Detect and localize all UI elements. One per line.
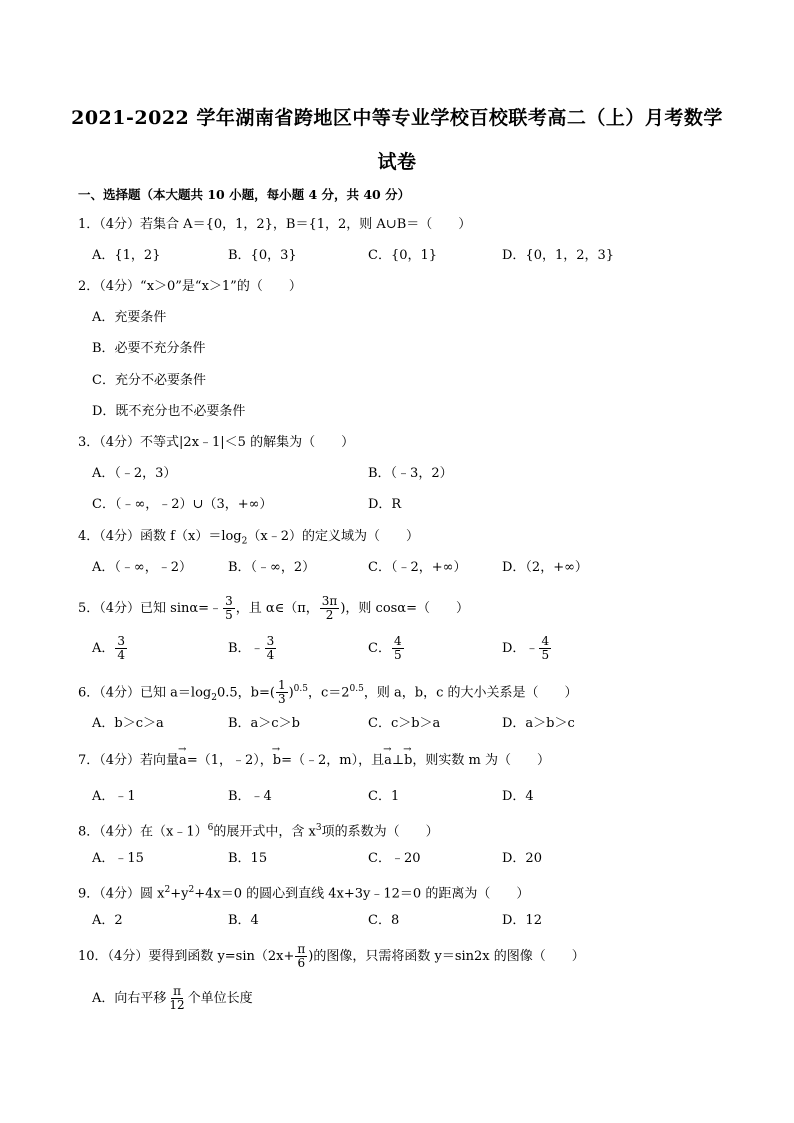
exam-title-line1: 2021-2022 学年湖南省跨地区中等专业学校百校联考高二（上）月考数学 [71,107,723,129]
q5-option-d: D．﹣ $\frac{4}{5}$ [502,634,550,662]
q9-option-c: C．8 [368,913,400,928]
question-8-stem: 8．（4分）在（x﹣1）$^6$的展开式中，含 $x^3$项的系数为（ ） [78,823,439,840]
q6-fraction: $\frac{1}{3}$ [277,678,286,707]
q4-option-b: B．（﹣∞，2） [228,560,316,575]
vector-a-2: → a [384,752,392,770]
q10-option-a: A．向右平移 $\frac{\pi}{12}$ 个单位长度 [92,984,253,1012]
q6-option-d: D．a＞b＞c [502,716,575,731]
q7-option-d: D．4 [502,789,534,804]
q7-option-b: B．﹣4 [228,789,272,804]
q9-option-b: B．4 [228,913,259,928]
q4-stem-part-b: （x﹣2）的定义域为（ ） [247,529,419,544]
q4-option-d: D．（2，+∞） [502,560,588,575]
q1-option-a: A．{1，2} [92,248,161,263]
q3-option-c: C．（﹣∞，﹣2）∪（3，+∞） [92,497,273,512]
q5-stem-part-b: ，且 α∈（π， [235,601,319,616]
q5-fraction-2: $\frac{3\pi}{2}$ [321,594,338,622]
q2-option-c: C．充分不必要条件 [92,373,206,388]
q8-option-b: B．15 [228,851,268,866]
question-5-stem [78,594,469,624]
q8-option-a: A．﹣15 [92,851,144,866]
section-heading: 一、选择题（本大题共 10 小题，每小题 4 分，共 40 分） [78,187,411,202]
q7-option-c: C．1 [368,789,400,804]
q6-option-c: C．c＞b＞a [368,716,441,731]
question-10-stem: 10．（4分）要得到函数 y=sin（2x+ $\frac{\pi}{6}$ )的图像，只需将函数 y＝sin2x 的图像（ ） [78,942,585,970]
q2-option-d: D．既不充分也不必要条件 [92,404,246,419]
question-9-stem: 9．（4分）圆 $x^2+y^2+4x=0$ 的圆心到直线 4x+3y﹣12＝0 的距离为（ ） [78,885,530,902]
q4-option-a: A．（﹣∞，﹣2） [92,560,192,575]
vector-a: → a [179,752,187,770]
q1-option-b: B．{0，3} [228,248,297,263]
q4-stem-part-a: 4．（4分）函数 f（x）＝log [78,529,242,544]
q5-option-c: C． $\frac{4}{5}$ [368,634,402,662]
q8-option-d: D．20 [502,851,542,866]
q9-option-a: A．2 [92,913,123,928]
q3-option-a: A．（﹣2，3） [92,466,177,481]
question-1-stem: 1．（4分）若集合 A＝{0，1，2}，B＝{1，2，则 A∪B＝（ ） [78,217,472,232]
q2-option-b: B．必要不充分条件 [92,341,206,356]
q4-option-c: C．（﹣2，+∞） [368,560,467,575]
q5-option-a: A． $\frac{3}{4}$ [92,634,126,662]
q5-fraction-1: $\frac{3}{5}$ [225,594,233,622]
vector-b-2: → b [404,752,412,770]
q7-option-a: A．﹣1 [92,789,136,804]
q3-option-b: B．（﹣3，2） [368,466,453,481]
question-2-stem: 2．（4分）“x＞0”是“x＞1”的（ ） [78,279,302,294]
q6-option-b: B．a＞c＞b [228,716,300,731]
question-3-stem: 3．（4分）不等式|2x﹣1|＜5 的解集为（ ） [78,435,355,450]
q2-option-a: A．充要条件 [92,310,167,325]
q5-stem-part-a: 5．（4分）已知 sinα=﹣ [78,601,223,616]
q8-option-c: C．﹣20 [368,851,421,866]
q1-option-c: C．{0，1} [368,248,438,263]
q3-option-d: D．R [368,497,402,512]
q5-option-b: B．﹣ $\frac{3}{4}$ [228,634,275,662]
vector-b: → b [273,752,281,770]
q4-log-base: 2 [241,536,248,547]
q10-fraction: $\frac{\pi}{6}$ [297,942,306,970]
exam-title-line2: 试卷 [377,151,417,173]
question-4-stem [78,528,419,551]
q5-stem-part-c: )，则 cosα=（ ） [340,601,469,616]
q9-option-d: D．12 [502,913,542,928]
q6-option-a: A．b＞c＞a [92,716,164,731]
q1-option-d: D．{0，1，2，3} [502,248,615,263]
question-7-stem: 7．（4分）若向量→ a=（1，﹣2），→ b=（﹣2，m），且→ a⊥→ b，则实数 m 为（ ） [78,752,550,770]
question-6-stem: 6．（4分）已知 $a=\log_20.5$，b=( $\frac{1}{3}$ )$^{0.5}$，$c=2^{0.5}$，则 a，b，c 的大小关系是（ ） [78,678,578,707]
